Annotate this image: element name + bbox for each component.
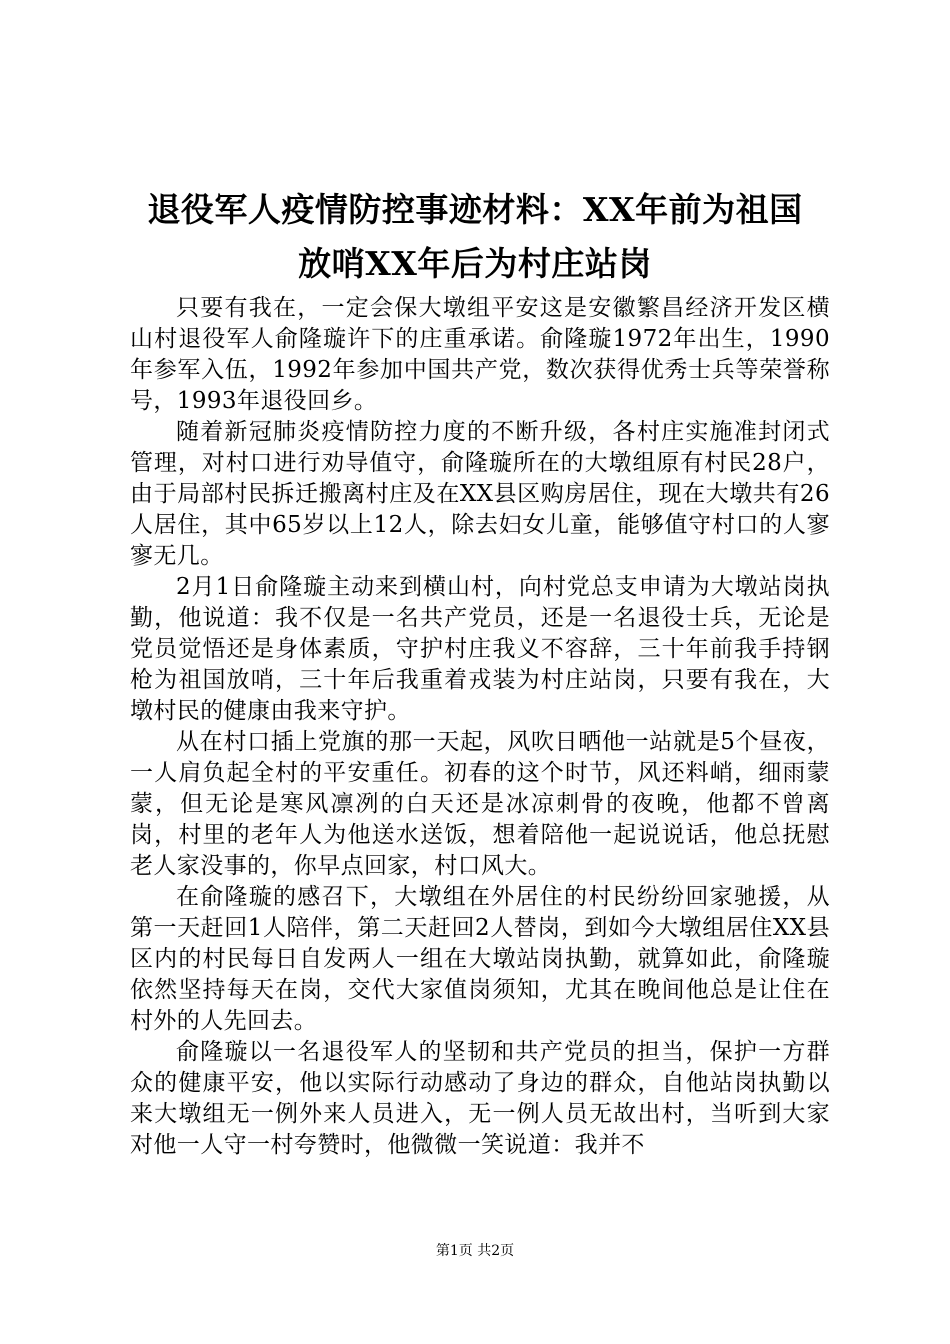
page-footer: 第1页 共2页 (435, 1243, 515, 1259)
paragraph: 2月1日俞隆璇主动来到横山村，向村党总支申请为大墩站岗执勤，他说道：我不仅是一名共产党员，还是一名退役士兵，无论是党员觉悟还是身体素质，守护村庄我义不容辞，三十年前我手持钢枪为祖国放哨，三十年后我重着戎装为村庄站岗，只要有我在，大墩村民的健康由我来守护。 (130, 574, 830, 724)
title-line-1: 退役军人疫情防控事迹材料：XX年前为祖国 (147, 190, 803, 229)
paragraph: 在俞隆璇的感召下，大墩组在外居住的村民纷纷回家驰援，从第一天赶回1人陪伴，第二天赶回2人替岗，到如今大墩组居住XX县区内的村民每日自发两人一组在大墩站岗执勤，就算如此，俞隆璇依然坚持每天在岗，交代大家值岗须知，尤其在晚间他总是让住在村外的人先回去。 (130, 884, 830, 1034)
paragraph: 只要有我在，一定会保大墩组平安这是安徽繁昌经济开发区横山村退役军人俞隆璇许下的庄重承诺。俞隆璇1972年出生，1990年参军入伍，1992年参加中国共产党，数次获得优秀士兵等荣誉称号，1993年退役回乡。 (130, 295, 830, 414)
document-body (130, 293, 830, 1161)
document-title (110, 183, 840, 291)
title-line-2: 放哨XX年后为村庄站岗 (298, 244, 652, 283)
paragraph: 从在村口插上党旗的那一天起，风吹日晒他一站就是5个昼夜，一人肩负起全村的平安重任。初春的这个时节，风还料峭，细雨蒙蒙，但无论是寒风凛冽的白天还是冰凉刺骨的夜晚，他都不曾离岗，村里的老年人为他送水送饭，想着陪他一起说说话，他总抚慰老人家没事的，你早点回家，村口风大。 (130, 729, 830, 879)
paragraph: 随着新冠肺炎疫情防控力度的不断升级，各村庄实施准封闭式管理，对村口进行劝导值守，俞隆璇所在的大墩组原有村民28户，由于局部村民拆迁搬离村庄及在XX县区购房居住，现在大墩共有26人居住，其中65岁以上12人，除去妇女儿童，能够值守村口的人寥寥无几。 (130, 419, 830, 569)
paragraph: 俞隆璇以一名退役军人的坚韧和共产党员的担当，保护一方群众的健康平安，他以实际行动感动了身边的群众，自他站岗执勤以来大墩组无一例外来人员进入，无一例人员无故出村，当听到大家对他一人守一村夸赞时，他微微一笑说道：我并不 (130, 1039, 830, 1158)
